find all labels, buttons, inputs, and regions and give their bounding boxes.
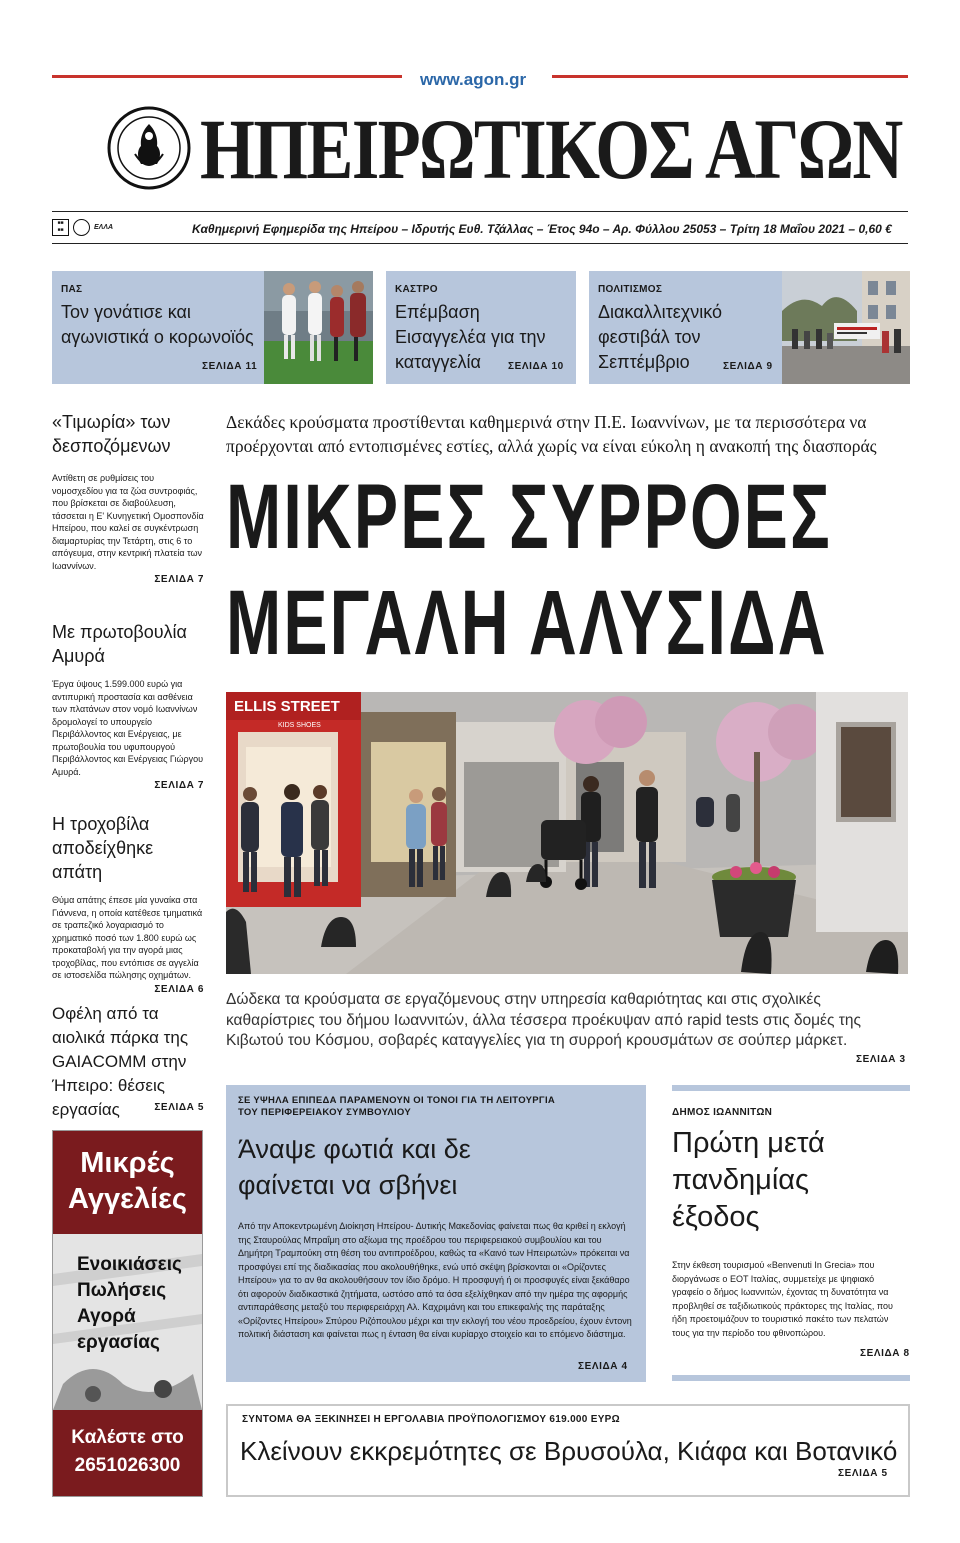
sidebar-story-page: ΣΕΛΙΔΑ 7 — [154, 780, 204, 791]
header-rule-right — [552, 75, 908, 78]
svg-text:KIDS SHOES: KIDS SHOES — [278, 722, 321, 729]
sidebar-story-4[interactable] — [52, 1002, 204, 1122]
box-kicker: ΣΕ ΥΨΗΛΑ ΕΠΙΠΕΔΑ ΠΑΡΑΜΕΝΟΥΝ ΟΙ ΤΟΝΟΙ ΓΙΑ ΤΗ ΛΕΙΤΟΥΡΓΙΑ ΤΟΥ ΠΕΡΙΦΕΡΕΙΑΚΟΥ ΣΥΜΒΟΥΛΙΟΥ — [238, 1095, 556, 1118]
classifieds-ad[interactable] — [52, 1130, 203, 1497]
main-headline-2: ΜΕΓΑΛΗ ΑΛΥΣΙΔΑ — [226, 572, 828, 674]
teaser-title: Τον γονάτισε και αγωνιστικά ο κορωνοϊός — [61, 302, 254, 347]
newspaper-logo-seal — [107, 106, 191, 190]
svg-text:ELLIS STREET: ELLIS STREET — [234, 698, 340, 715]
box-top-bar — [672, 1085, 910, 1091]
box-page: ΣΕΛΙΔΑ 8 — [860, 1348, 910, 1359]
teaser-kicker: ΠΑΣ — [61, 284, 83, 295]
ad-item: Αγορά — [77, 1306, 136, 1327]
sidebar-story-1[interactable] — [52, 410, 204, 585]
box-title: Κλείνουν εκκρεμότητες σε Βρυσούλα, Κιάφα και Βοτανικό — [240, 1436, 898, 1466]
sidebar-story-body: Αντίθετη σε ρυθμίσεις του νομοσχεδίου για τα ζώα συντροφιάς, που βρίσκεται σε διαβούλευση, τάσσεται η Ε' Κυνηγετική Ομοσπονδία Ηπείρου, που καλεί σε συγκέντρωση διαμαρτυρίας την Τετάρτη, στις 6 το απόγευμα, στην κεντρική πλατεία των Ιωαννίνων. — [52, 473, 204, 571]
main-page-ref: ΣΕΛΙΔΑ 3 — [856, 1054, 906, 1065]
box-page: ΣΕΛΙΔΑ 5 — [838, 1468, 888, 1479]
teaser-page: ΣΕΛΙΔΑ 11 — [202, 361, 258, 372]
main-photo-caption: Δώδεκα τα κρούσματα σε εργαζόμενους στην υπηρεσία καθαριότητας και στις σχολικές καθαρίστριες του δήμου Ιωαννιτών, άλλα τέσσερα προέκυψαν από rapid tests στις δομές της Κιβωτού του Κόσμου, σοβαρές καταγγελίες για τη συρροή κρουσμάτων σε σούπερ μάρκετ. — [226, 991, 861, 1049]
sidebar-story-page: ΣΕΛΙΔΑ 5 — [154, 1102, 204, 1113]
teaser-kicker: ΚΑΣΤΡΟ — [395, 284, 438, 295]
ad-header — [53, 1131, 202, 1234]
teaser-politismos[interactable] — [589, 271, 910, 384]
main-lead: Δεκάδες κρούσματα προστίθενται καθημερινά στην Π.Ε. Ιωαννίνων, με τα περισσότερα να προέρχονται από εντοπισμένες εστίες, αλλά χωρίς να είναι εύκολη η ανακοπή της διασποράς — [226, 412, 877, 456]
box-bottom-bar — [672, 1375, 910, 1381]
box-title: Πρώτη μετά πανδημίας έξοδος — [672, 1127, 825, 1233]
masthead-rule-bottom — [52, 243, 908, 244]
box-title: Άναψε φωτιά και δε φαίνεται να σβήνει — [238, 1134, 471, 1200]
site-url[interactable]: www.agon.gr — [420, 70, 527, 89]
football-photo — [264, 271, 373, 384]
sidebar-story-body: Θύμα απάτης έπεσε μία γυναίκα στα Γιάννενα, η οποία κατέθεσε τμηματικά σε τραπεζικό λογαριασμό το χρηματικό ποσό των 1.800 ευρώ ως προκαταβολή για την αγορά μιας τροχοβίλας, που εντόπισε σε αγγελία σε ιστοσελίδα πώλησης οχημάτων. — [52, 895, 203, 980]
protest-photo — [782, 271, 910, 384]
masthead-rule-top — [52, 211, 908, 212]
header-rule-left — [52, 75, 402, 78]
main-headline-1: ΜΙΚΡΕΣ ΣΥΡΡΟΕΣ — [226, 466, 832, 568]
story-box-public-works[interactable] — [226, 1404, 910, 1497]
teaser-kastro[interactable] — [386, 271, 576, 384]
ad-item: Ενοικιάσεις — [77, 1254, 182, 1275]
story-box-tourism[interactable] — [672, 1085, 910, 1382]
ad-items — [53, 1234, 202, 1410]
masthead-title: ΗΠΕΙΡΩΤΙΚΟΣ ΑΓΩΝ — [200, 101, 902, 197]
badge-label: ΕΛΛΑ — [94, 223, 114, 231]
ad-call-label: Καλέστε στο — [71, 1427, 184, 1448]
teaser-kicker: ΠΟΛΙΤΙΣΜΟΣ — [598, 284, 663, 295]
box-kicker: ΔΗΜΟΣ ΙΩΑΝΝΙΤΩΝ — [672, 1107, 773, 1118]
ad-title-2: Αγγελίες — [68, 1183, 187, 1215]
box-body: Από την Αποκεντρωμένη Διοίκηση Ηπείρου- Δυτικής Μακεδονίας φαίνεται πως θα κριθεί η εκλογή της Σταυρούλας Μπραΐμη στο αξίωμα της προέδρου του περιφερειακού συμβουλίου και του Δημήτρη Τραμπούκη στη θέση του αντιπροέδρου, καθώς τα «Καινό των Ηπειρωτών» πρόκειται να προσφύγει επί της διαδικασίας που ακολουθήθηκε, ενώ υπό σκέψη βρίσκονται οι «Ορίζοντες Ηπείρου» για το αν θα ακολουθήσουν τον ίδιο δρόμο. Η προσφυγή ή οι προσφυγές είναι ξεκάθαρο ότι αφορούν διαδικαστικά ζητήματα, ωστόσο από τα όσα εξελίχθηκαν από την ημέρα της αφορμής αντιπαράθεσης μεταξύ του περιφερειάρχη Αλ. Καχριμάνη και του επικεφαλής της παράταξης «Ορίζοντες Ηπείρου» Σπύρου Ριζόπουλου μέχρι και την εκλογή του νέου προεδρείου, έχουν έντονη πολιτική διάσταση και φαίνεται πως η ένταση θα είναι κυρίαρχο στοιχείο και το επόμενο διάστημα. — [238, 1221, 632, 1339]
teaser-page: ΣΕΛΙΔΑ 9 — [723, 361, 773, 372]
sidebar-story-title: Οφέλη από τα αιολικά πάρκα της GAIACOMM στην Ήπειρο: θέσεις εργασίας — [52, 1004, 189, 1119]
badge-icon — [73, 219, 90, 236]
badge-icon: ■■ ■■ — [52, 219, 69, 236]
ad-item: εργασίας — [77, 1332, 160, 1353]
ad-item: Πωλήσεις — [77, 1280, 167, 1301]
sidebar-story-title: «Τιμωρία» των δεσποζόμενων — [52, 412, 171, 456]
ad-footer — [53, 1410, 202, 1496]
teaser-pas[interactable] — [52, 271, 373, 384]
teaser-title: Επέμβαση Εισαγγελέα για την καταγγελία — [395, 302, 546, 372]
story-box-regional-council[interactable] — [226, 1085, 646, 1382]
sidebar-story-2[interactable] — [52, 620, 204, 791]
teaser-title: Διακαλλιτεχνικό φεστιβάλ τον Σεπτέμβριο — [598, 302, 722, 372]
main-street-photo — [226, 692, 908, 974]
sidebar-story-3[interactable] — [52, 812, 204, 995]
sidebar-story-page: ΣΕΛΙΔΑ 6 — [154, 983, 204, 995]
certification-badges — [52, 217, 118, 237]
box-page: ΣΕΛΙΔΑ 4 — [578, 1361, 628, 1372]
box-body: Στην έκθεση τουρισμού «Benvenuti In Grecia» που διοργάνωσε ο ΕΟΤ Ιταλίας, συμμετείχε με ψηφιακό γραφείο ο δήμος Ιωαννιτών, έχοντας τη δυνατότητα να προβληθεί σε ταξιδιωτικούς πράκτορες της Ιταλίας, που ήδη προετοιμάζουν το τουριστικό πακέτο των πελατών τους για την περίοδο του φθινοπώρου. — [672, 1260, 893, 1338]
ad-title-1: Μικρές — [80, 1147, 175, 1179]
teaser-page: ΣΕΛΙΔΑ 10 — [508, 361, 564, 372]
sidebar-story-title: Η τροχοβίλα αποδείχθηκε απάτη — [52, 814, 154, 882]
sidebar-story-body: Έργα ύψους 1.599.000 ευρώ για αντιπυρική προστασία και ασθένεια των πλατάνων στον νομό Ιωαννίνων δρομολογεί το υπουργείο Περιβάλλοντος και Ενέργειας, με πρωτοβουλία του υφυπουργού Περιβάλλοντος και Ενέργειας Γιώργου Αμυρά. — [52, 679, 204, 777]
issue-info-line: Καθημερινή Εφημερίδα της Ηπείρου – Ιδρυτής Ευθ. Τζάλλας – Έτος 94ο – Αρ. Φύλλου 25053 – Τρίτη 18 Μαΐου 2021 – 0,60 € — [192, 222, 892, 236]
ad-phone[interactable]: 2651026300 — [74, 1455, 181, 1476]
sidebar-story-page: ΣΕΛΙΔΑ 7 — [154, 574, 204, 585]
sidebar-story-title: Με πρωτοβουλία Αμυρά — [52, 622, 187, 666]
box-kicker: ΣΥΝΤΟΜΑ ΘΑ ΞΕΚΙΝΗΣΕΙ Η ΕΡΓΟΛΑΒΙΑ ΠΡΟΫΠΟΛΟΓΙΣΜΟΥ 619.000 ΕΥΡΩ — [242, 1414, 620, 1425]
